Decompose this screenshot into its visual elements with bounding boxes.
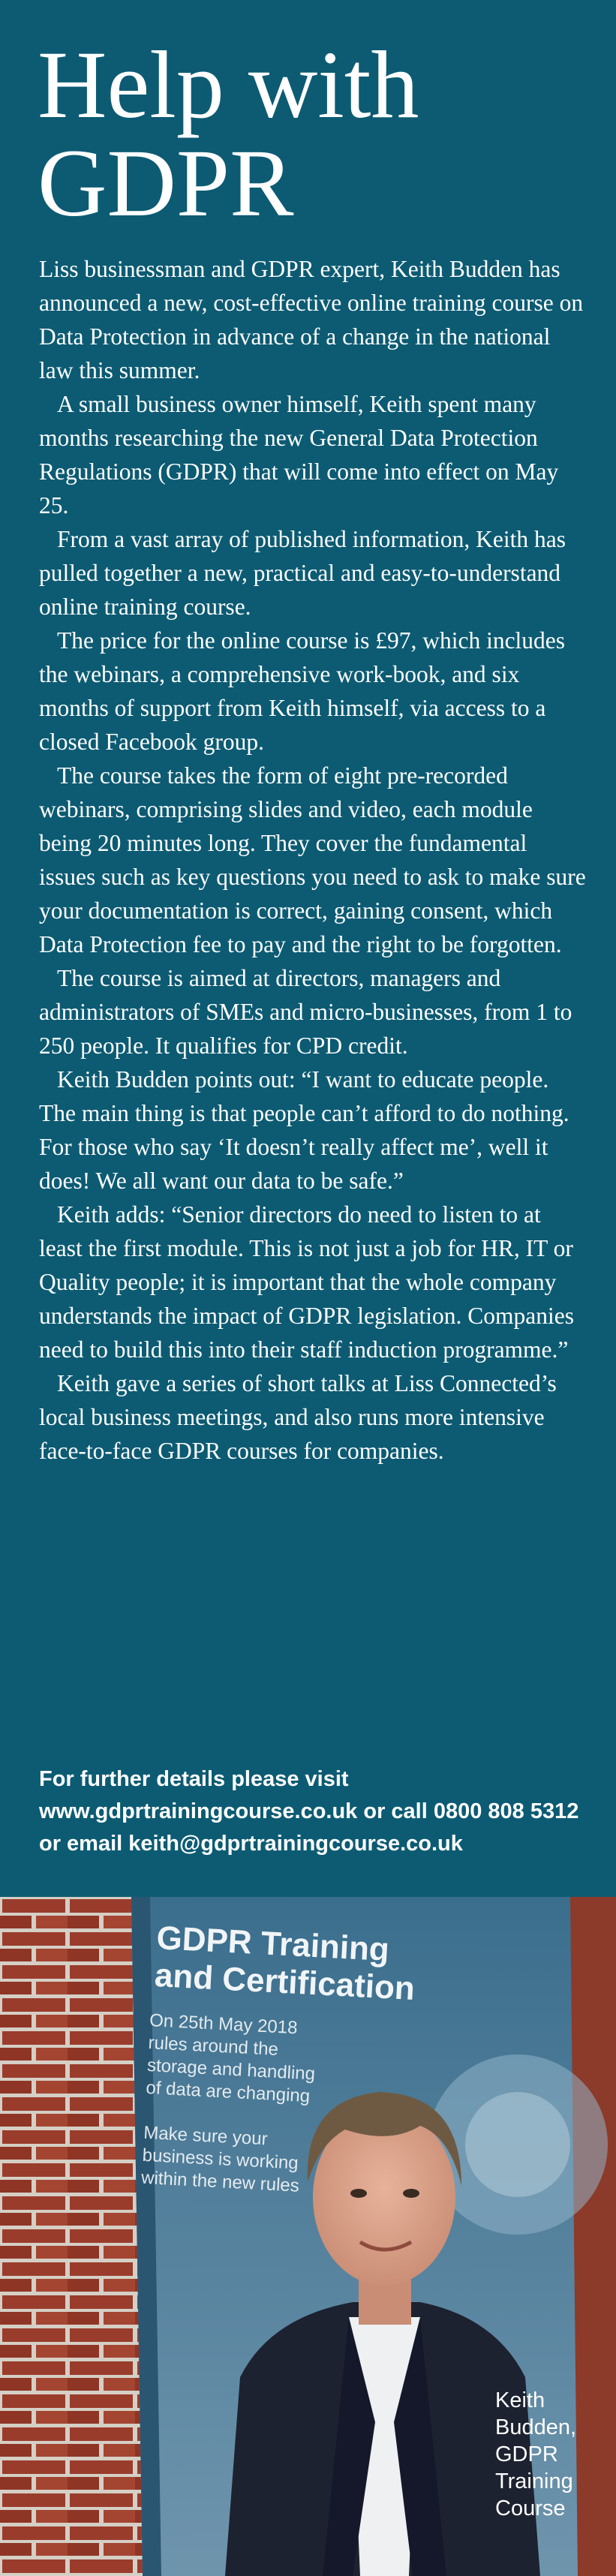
paragraph: The course is aimed at directors, managers and administrators of SMEs and micro-businesses, from 1 to 250 people. It qualifies for CPD credit. <box>39 965 572 1059</box>
caption-line: GDPR <box>495 2442 558 2466</box>
title-line-1: Help with <box>38 32 419 138</box>
title-line-2: GDPR <box>38 130 294 236</box>
banner-title-line-2: and Certification <box>153 1956 416 2008</box>
banner-text <box>140 2009 344 2199</box>
banner-line <box>144 2100 145 2121</box>
caption-line: Keith <box>495 2388 545 2412</box>
paragraph: The price for the online course is £97, which includes the webinars, a comprehensive work-book, and six months of support from Keith himself, via access to a closed Facebook group. <box>39 627 566 755</box>
banner-line: storage and handling <box>146 2054 316 2085</box>
banner-line: business is working <box>142 2145 299 2174</box>
caption-line: Budden, <box>495 2415 577 2439</box>
banner-line: On 25th May 2018 <box>149 2009 299 2039</box>
paragraph: From a vast array of published information, Keith has pulled together a new, practical and easy-to-understand online training course. <box>39 526 566 620</box>
banner-title-line-1: GDPR Training <box>155 1919 391 1969</box>
paragraph: Keith adds: “Senior directors do need to listen to at least the first module. This is not just a job for HR, IT or Quality people; it is important that the whole company understands the impact of GDPR legislation. Companies need to build this into their staff induction programme.” <box>39 1201 575 1363</box>
banner-line: rules around the <box>147 2032 279 2060</box>
contact-details: For further details please visit www.gdprtrainingcourse.co.uk or call 0800 808 5312 or email keith@gdprtrainingcourse.co.uk <box>39 1767 579 1856</box>
paragraph: Keith gave a series of short talks at Liss Connected’s local business meetings, and also runs more intensive face-to-face GDPR courses for companies. <box>39 1370 557 1464</box>
paragraph: A small business owner himself, Keith spent many months researching the new General Data Protection Regulations (GDPR) that will come into effect on May 25. <box>39 391 559 519</box>
paragraph: The course takes the form of eight pre-recorded webinars, comprising slides and video, each module being 20 minutes long. They cover the fundamental issues such as key questions you need to ask to make sure your documentation is correct, gaining consent, which Data Protection fee to pay and the right to be forgotten. <box>39 762 586 957</box>
banner-line: Make sure your <box>143 2122 269 2150</box>
paragraph: Liss businessman and GDPR expert, Keith Budden has announced a new, cost-effective online training course on Data Protection in advance of a change in the national law this summer. <box>39 256 584 383</box>
article-body <box>39 252 587 1468</box>
article-title <box>38 32 419 236</box>
caption-line: Course <box>495 2496 566 2520</box>
banner-line: of data are changing <box>145 2077 311 2107</box>
photo-caption <box>495 2387 608 2522</box>
banner-title <box>154 1919 458 2010</box>
paragraph: Keith Budden points out: “I want to educate people. The main thing is that people can’t afford to do nothing. For those who say ‘It doesn’t really affect me’, well it does! We all want our data to be safe.” <box>39 1066 569 1194</box>
banner-line: within the new rules <box>140 2167 300 2196</box>
caption-line: Training <box>495 2469 573 2493</box>
